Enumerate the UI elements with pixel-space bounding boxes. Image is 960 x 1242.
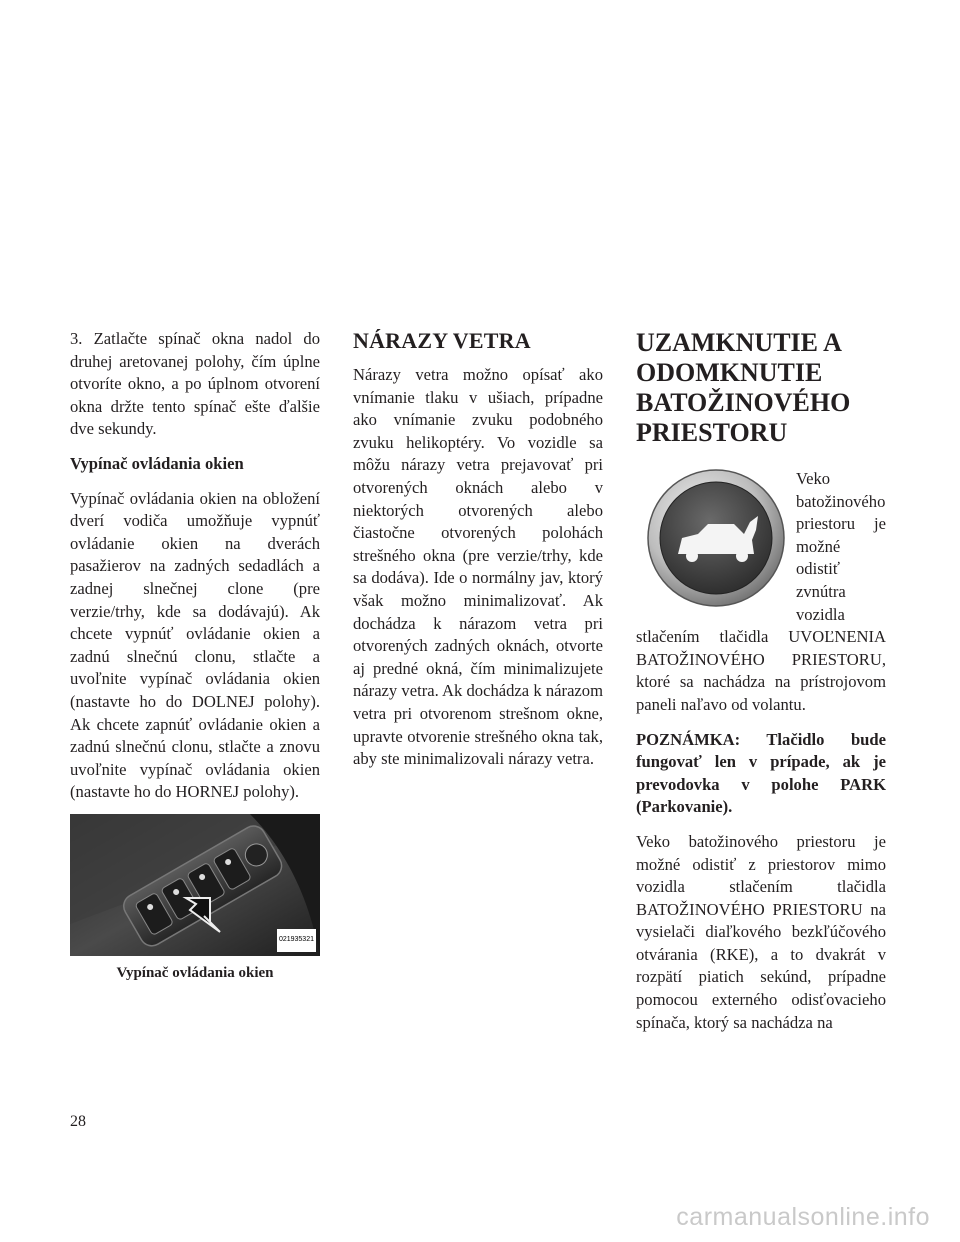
window-lockout-body: Vypínač ovládania okien na obložení dverí vodiča umožňuje vypnúť ovládanie okien na dverách pasažierov na zadných sedadlách a zadnej slnečnej clone (pre verzie/trhy, kde sa dodávajú). Ak chcete vypnúť ovládanie okien a zadnú slnečnú clonu, stlačte a uvoľnite vypínač ovládania okien (nastavte ho do DOLNEJ polohy). Ak chcete zapnúť ovládanie okien a zadnú slnečnú clonu, stlačte a znovu uvoľnite vypínač ovládania okien (nastavte ho do HORNEJ polohy). — [70, 488, 320, 802]
middle-column — [353, 328, 603, 783]
wind-buffeting-body: Nárazy vetra možno opísať ako vnímanie tlaku v ušiach, prípadne ako vnímanie zvuku podobného zvuku helikoptéry. Vo vozidle sa môžu nárazy vetra prejavovať pri otvorených oknách alebo v niektorých otvorených alebo čiastočne otvorených polohách strešného okna (pre verzie/trhy, kde sa dodáva). Ide o normálny jav, ktorý však možno minimalizovať. Ak dochádza k nárazom vetra pri otvorených zadných oknách, otvorte aj predné okná, čím minimalizujete nárazy vetra. Ak dochádza k nárazom vetra pri otvorenom strešnom okne, upravte otvorenie strešného okna tak, aby ste minimalizovali nárazy vetra. — [353, 365, 603, 769]
photo-code: 021935321 — [277, 929, 316, 952]
window-switch-photo — [70, 814, 320, 956]
wind-buffeting-heading: NÁRAZY VETRA — [353, 328, 531, 353]
note-text: POZNÁMKA: Tlačidlo bude fungovať len v prípade, ak je prevodovka v polohe PARK (Parkovanie). — [636, 729, 886, 817]
trunk-lock-heading: UZAMKNUTIE A ODOMKNUTIE BATOŽINOVÉHO PRIESTORU — [636, 328, 851, 447]
trunk-release-text: Veko batožinového priestoru je možné odistiť zvnútra vozidla stlačením tlačidla UVOĽNENIA BATOŽINOVÉHO PRIESTORU, ktoré sa nachádza na prístrojovom paneli naľavo od volantu. — [636, 469, 886, 714]
trunk-rke-body: Veko batožinového priestoru je možné odistiť z priestorov mimo vozidla stlačením tlačidla BATOŽINOVÉHO PRIESTORU na vysielači diaľkového bezkľúčového otvárania (RKE), a to dvakrát v rozpätí piatich sekúnd, prípadne pomocou externého odisťovacieho spínača, ktorý sa nachádza na — [636, 831, 886, 1032]
window-lockout-subheading: Vypínač ovládania okien — [70, 453, 244, 473]
watermark: carmanualsonline.info — [676, 1203, 930, 1231]
trunk-release-button-icon — [646, 468, 786, 608]
right-column — [636, 328, 886, 1046]
left-column — [70, 328, 320, 984]
trunk-release-section — [636, 468, 886, 729]
page-number: 28 — [70, 1113, 86, 1130]
step-3-text: 3. Zatlačte spínač okna nadol do druhej aretovanej polohy, čím úplne otvoríte okno, a po úplnom otvorení okna držte tento spínač ešte ďalšie dve sekundy. — [70, 329, 320, 439]
photo-caption: Vypínač ovládania okien — [116, 964, 274, 981]
